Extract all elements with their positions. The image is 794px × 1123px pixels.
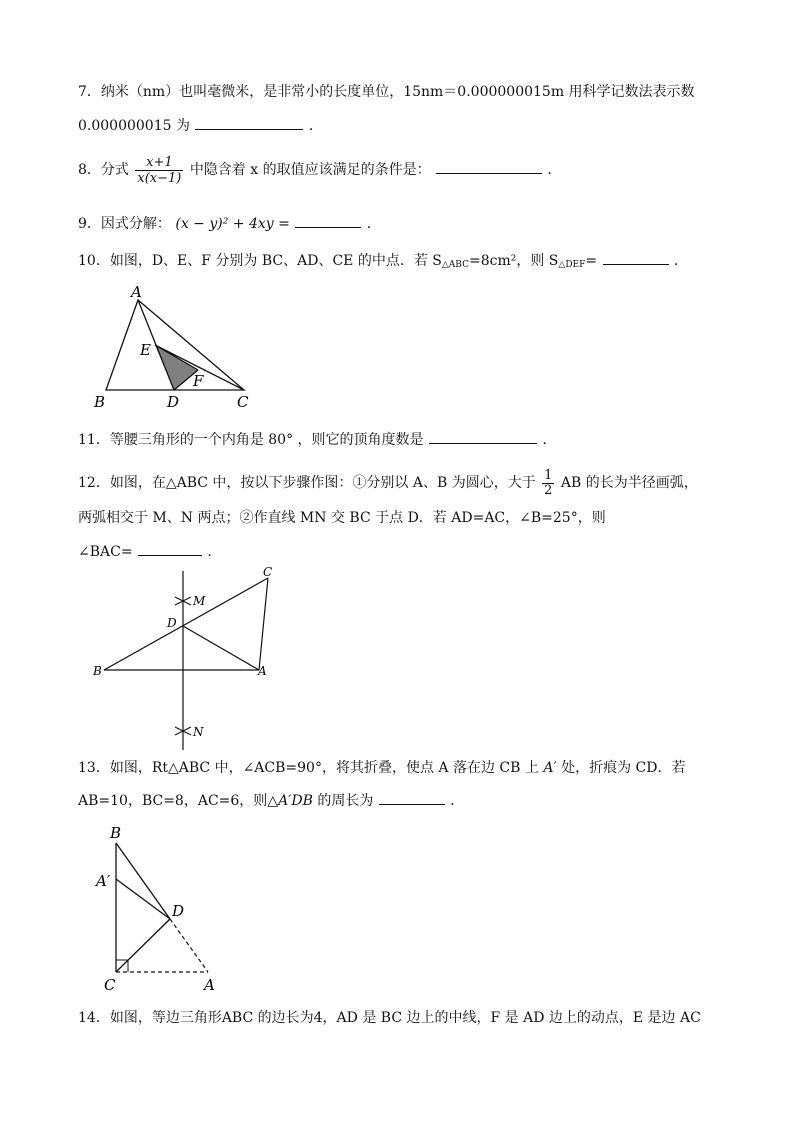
label-b: B [94, 393, 106, 411]
q8-line: 8．分式 $\frac{x+1}{x(x-1)}$ 中隐含着 x 的取值应该满足的条件是： ． [78, 154, 562, 186]
q13-line2: AB=10，BC=8，AC=6，则△A′DB 的周长为 ． [78, 789, 464, 811]
q12-line2: 两弧相交于 M、N 两点；②作直线 MN 交 BC 于点 D．若 AD=AC，∠B=25°，则 [78, 510, 606, 526]
q7-line1: 7．纳米（nm）也叫毫微米，是非常小的长度单位，15nm＝0.000000015m 用科学记数法表示数 [78, 84, 695, 100]
label-f: F [193, 372, 204, 390]
label-aprime: A′ [96, 872, 111, 890]
label-a: A [131, 283, 142, 301]
label-e: E [140, 341, 151, 359]
label-c: C [237, 393, 249, 411]
label-a: A [258, 664, 267, 678]
label-c: C [104, 976, 116, 994]
segment-bd [116, 843, 170, 919]
segment-cd-fold [116, 919, 170, 972]
label-d: D [167, 616, 177, 630]
q13-line1: 13．如图，Rt△ABC 中，∠ACB=90°，将其折叠，使点 A 落在边 CB 上 A′ 处，折痕为 CD．若 [78, 760, 686, 776]
label-a: A [204, 976, 215, 994]
label-d: D [172, 902, 185, 920]
q12-line1: 12．如图，在△ABC 中，按以下步骤作图：①分别以 A、B 为圆心，大于 $\frac{1}{2}$ AB 的长为半径画弧， [78, 467, 698, 498]
label-c: C [263, 565, 273, 579]
q10-line: 10．如图，D、E、F 分别为 BC、AD、CE 的中点．若 $S_{\triangle ABC}=8cm^2$，则 $S_{\triangle DEF}=$ ． [78, 249, 688, 275]
label-b: B [93, 664, 102, 678]
q8-fraction: $\frac{x+1}{x(x-1)}$ [137, 154, 182, 186]
q7-line2: 0.000000015 为 ． [78, 114, 323, 136]
segment-da-dashed [170, 919, 208, 972]
segment-aprime-d [116, 879, 170, 919]
label-d: D [167, 393, 180, 411]
q14-line: 14．如图，等边三角形ABC 的边长为4，AD 是 BC 边上的中线，F 是 AD 边上的动点，E 是边 AC [78, 1010, 701, 1026]
q11-line: 11．等腰三角形的一个内角是 80° ，则它的顶角度数是 ． [78, 428, 556, 450]
label-b: B [110, 824, 122, 842]
q12-fraction: $\frac{1}{2}$ [544, 467, 553, 498]
q12-line3: ∠BAC= ． [78, 540, 221, 562]
label-m: M [193, 594, 206, 608]
q9-line: 9．因式分解： (x − y)² + 4xy = ． [78, 212, 381, 234]
label-n: N [193, 725, 204, 739]
